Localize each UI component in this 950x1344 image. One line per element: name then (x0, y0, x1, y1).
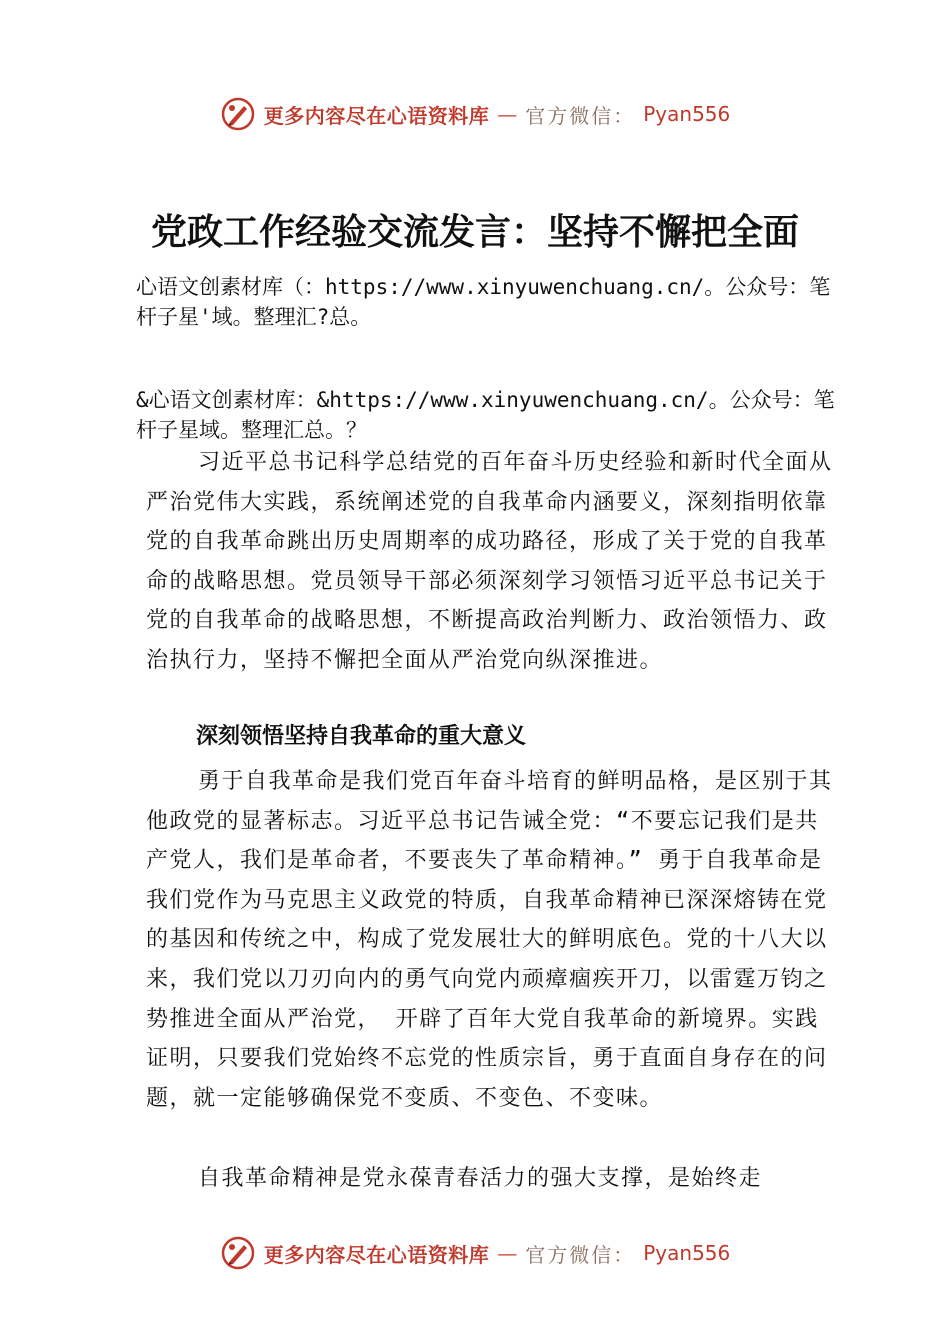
pen-seal-icon (220, 96, 256, 132)
document-title: 党政工作经验交流发言：坚持不懈把全面 (150, 211, 799, 253)
pen-seal-icon (220, 1235, 256, 1271)
paragraph-body: 勇于自我革命是我们党百年奋斗培育的鲜明品格，是区别于其他政党的显著标志。习近平总书记告诫全党：“不要忘记我们是共产党人，我们是革命者，不要丧失了革命精神。” 勇于自我革命是我们党作为马克思主义政党的特质，自我革命精神已深深熔铸在党的基因和传统之中，构成了党发展壮大的鲜明底色。党的十八大以来，我们党以刀刃向内的勇气向党内顽瘴痼疾开刀，以雷霆万钧之势推进全面从严治党， 开辟了百年大党自我革命的新境界。实践证明，只要我们党始终不忘党的性质宗旨，勇于直面自身存在的问题，就一定能够确保党不变质、不变色、不变味。 (146, 769, 833, 1111)
banner-text: 更多内容尽在心语资料库 (263, 1242, 490, 1267)
header-banner (0, 94, 950, 134)
banner-dash: — (497, 1241, 518, 1265)
banner-label: 官方微信： (525, 103, 636, 128)
footer-banner (0, 1233, 950, 1273)
paragraph-intro: 习近平总书记科学总结党的百年奋斗历史经验和新时代全面从严治党伟大实践，系统阐述党的自我革命内涵要义，深刻指明依靠党的自我革命跳出历史周期率的成功路径，形成了关于党的自我革命的战略思想。党员领导干部必须深刻学习领悟习近平总书记关于党的自我革命的战略思想，不断提高政治判断力、政治领悟力、政治执行力，坚持不懈把全面从严治党向纵深推进。 (146, 450, 833, 673)
source-line-2: &心语文创素材库：&https://www.xinyuwenchuang.cn/。公众号：笔杆子星域。整理汇总。？ (136, 388, 835, 442)
banner-dash: — (497, 102, 518, 126)
banner-wechat-id: Pyan556 (643, 1241, 731, 1265)
banner-label: 官方微信： (525, 1242, 636, 1267)
source-line-1: 心语文创素材库（：https://www.xinyuwenchuang.cn/。公众号：笔杆子星'域。整理汇?总。 (136, 275, 831, 329)
banner-text: 更多内容尽在心语资料库 (263, 103, 490, 128)
paragraph-continued: 自我革命精神是党永葆青春活力的强大支撑，是始终走 (198, 1166, 763, 1191)
section-heading: 深刻领悟坚持自我革命的重大意义 (196, 724, 527, 749)
banner-wechat-id: Pyan556 (643, 102, 731, 126)
